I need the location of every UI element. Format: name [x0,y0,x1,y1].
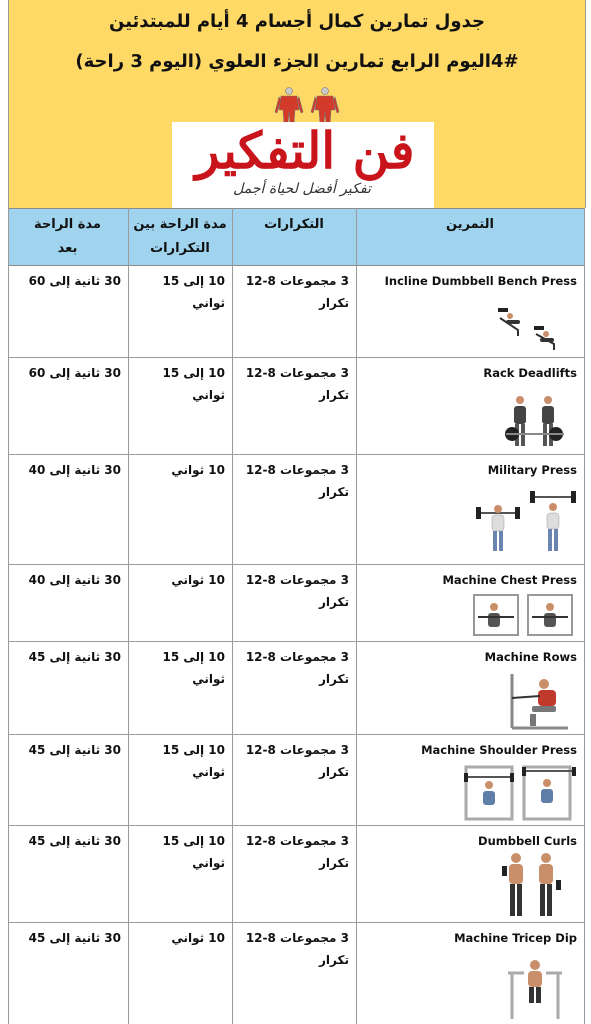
header-reps: التكرارات [264,217,324,232]
reps-line2: تكرار [319,856,349,870]
machine-shoulder-press-icon [462,763,578,823]
table-row [8,735,585,825]
reps-cell [237,459,349,503]
rest-between-cell: 10 ثواني [171,463,225,477]
reps-line1: 3 مجموعات 8-12 [245,274,349,288]
page-header [8,0,586,208]
table-row [8,826,585,922]
title-line-1: جدول تمارين كمال أجسام 4 أيام للمبتدئين [109,11,485,32]
site-logo [172,122,434,208]
table-row [8,642,585,734]
reps-line1: 3 مجموعات 8-12 [245,463,349,477]
header-rest-between [128,213,232,261]
military-press-icon [474,491,578,553]
exercise-name: Incline Dumbbell Bench Press [384,274,577,288]
logo-tagline: تفكير أفضل لحياة أجمل [233,181,371,197]
reps-line1: 3 مجموعات 8-12 [245,743,349,757]
rest-after-cell: 30 ثانية إلى 40 [28,463,121,477]
rest-after-cell: 30 ثانية إلى 45 [28,650,121,664]
dumbbell-curls-icon [498,852,564,920]
incline-bench-press-icon [496,304,568,354]
exercise-name: Dumbbell Curls [478,834,577,848]
table-row [8,266,585,357]
reps-line1: 3 مجموعات 8-12 [245,834,349,848]
rest-between-cell: 10 إلى 15 ثواني [162,743,225,779]
workout-table [8,208,585,1024]
rest-between-cell: 10 إلى 15 ثواني [162,274,225,310]
reps-line1: 3 مجموعات 8-12 [245,650,349,664]
table-row [8,358,585,454]
reps-cell [237,646,349,690]
reps-line2: تكرار [319,485,349,499]
machine-rows-icon [508,672,572,732]
exercise-name: Machine Rows [484,650,577,664]
table-row [8,455,585,564]
reps-cell [237,569,349,613]
header-rest-after [7,213,128,261]
rest-after-cell: 30 ثانية إلى 60 [28,366,121,380]
rest-after-cell: 30 ثانية إلى 45 [28,743,121,757]
exercise-name: Machine Chest Press [442,573,577,587]
reps-line2: تكرار [319,595,349,609]
rack-deadlift-icon [504,394,566,452]
reps-cell [237,362,349,406]
rest-between-cell: 10 ثواني [171,573,225,587]
table-row [8,565,585,641]
table-header-row [8,208,585,266]
header-rest-after-line2: بعد [57,241,78,256]
header-exercise: التمرين [445,217,495,232]
exercise-name: Military Press [487,463,577,477]
rest-after-cell: 30 ثانية إلى 45 [28,931,121,945]
reps-line2: تكرار [319,672,349,686]
rest-after-cell: 30 ثانية إلى 60 [28,274,121,288]
table-row [8,923,585,1024]
reps-cell [237,739,349,783]
machine-chest-press-icon [470,593,578,639]
title-line-2: 4#اليوم الرابع تمارين الجزء العلوي (اليوم 3 راحة) [75,51,519,72]
reps-cell [237,270,349,314]
rest-between-cell: 10 إلى 15 ثواني [162,834,225,870]
header-rest-between-line1: مدة الراحة بين [133,217,227,232]
reps-line2: تكرار [319,953,349,967]
exercise-name: Machine Shoulder Press [421,743,577,757]
tricep-dip-icon [506,959,564,1021]
rest-after-cell: 30 ثانية إلى 40 [28,573,121,587]
rest-after-cell: 30 ثانية إلى 45 [28,834,121,848]
exercise-name: Rack Deadlifts [483,366,577,380]
rest-between-cell: 10 ثواني [171,931,225,945]
header-rest-after-line1: مدة الراحة [34,217,101,232]
reps-line2: تكرار [319,296,349,310]
rest-between-cell: 10 إلى 15 ثواني [162,650,225,686]
reps-line1: 3 مجموعات 8-12 [245,573,349,587]
reps-line1: 3 مجموعات 8-12 [245,366,349,380]
reps-cell [237,830,349,874]
exercise-name: Machine Tricep Dip [454,931,577,945]
logo-main-text: فن التفكير [195,121,415,180]
reps-line2: تكرار [319,388,349,402]
header-rest-between-line2: التكرارات [150,241,210,256]
reps-cell [237,927,349,971]
rest-between-cell: 10 إلى 15 ثواني [162,366,225,402]
reps-line1: 3 مجموعات 8-12 [245,931,349,945]
reps-line2: تكرار [319,765,349,779]
